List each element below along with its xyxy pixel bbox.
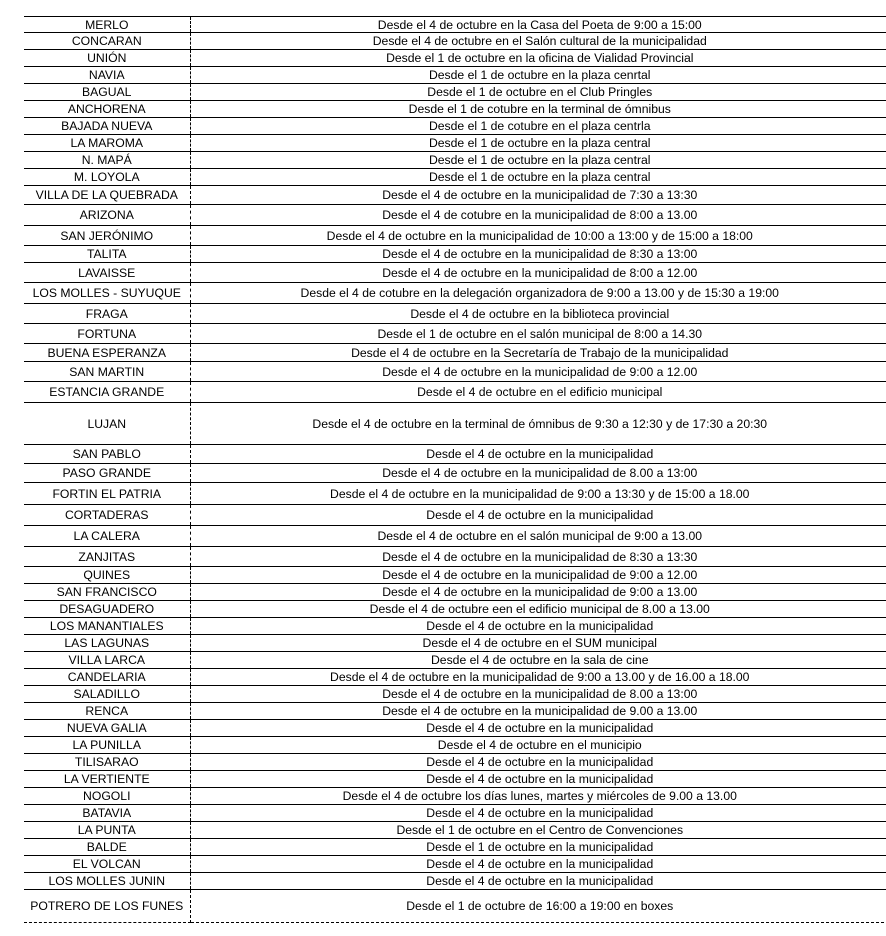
place-cell: M. LOYOLA — [24, 169, 190, 186]
place-cell: NUEVA GALIA — [24, 720, 190, 737]
schedule-cell: Desde el 4 de octubre en la terminal de ómnibus de 9:30 a 12:30 y de 17:30 a 20:30 — [190, 403, 886, 445]
place-cell: LUJAN — [24, 403, 190, 445]
schedule-cell: Desde el 4 de octubre en el edificio municipal — [190, 382, 886, 403]
place-cell: BAGUAL — [24, 84, 190, 101]
table-row — [24, 169, 886, 186]
table-row — [24, 263, 886, 283]
table-row — [24, 703, 886, 720]
table-row — [24, 152, 886, 169]
table-row — [24, 246, 886, 263]
place-cell: SAN PABLO — [24, 445, 190, 464]
schedule-cell: Desde el 1 de octubre en la plaza central — [190, 135, 886, 152]
schedule-cell: Desde el 4 de octubre en la municipalidad de 8:00 a 12.00 — [190, 263, 886, 283]
schedule-cell: Desde el 4 de octubre en la Secretaría de Trabajo de la municipalidad — [190, 344, 886, 362]
place-cell: FORTIN EL PATRIA — [24, 483, 190, 505]
place-cell: SAN JERÓNIMO — [24, 226, 190, 246]
table-row — [24, 635, 886, 652]
place-cell: CONCARAN — [24, 33, 190, 50]
place-cell: BAJADA NUEVA — [24, 118, 190, 135]
place-cell: LOS MOLLES - SUYUQUE — [24, 283, 190, 304]
table-row — [24, 547, 886, 567]
table-row — [24, 50, 886, 67]
schedule-cell: Desde el 1 de octubre en el Centro de Convenciones — [190, 822, 886, 839]
schedule-cell: Desde el 4 de octubre en la municipalidad de 9.00 a 13.00 — [190, 703, 886, 720]
table-row — [24, 505, 886, 526]
table-row — [24, 101, 886, 118]
place-cell: LAS LAGUNAS — [24, 635, 190, 652]
schedule-cell: Desde el 4 de octubre en la sala de cine — [190, 652, 886, 669]
place-cell: TALITA — [24, 246, 190, 263]
place-cell: RENCA — [24, 703, 190, 720]
place-cell: ESTANCIA GRANDE — [24, 382, 190, 403]
place-cell: LAVAISSE — [24, 263, 190, 283]
schedule-cell: Desde el 1 de octubre en la plaza cenrtal — [190, 67, 886, 84]
place-cell: SAN MARTIN — [24, 362, 190, 382]
table-row — [24, 754, 886, 771]
table-row — [24, 205, 886, 226]
place-cell: LOS MANANTIALES — [24, 618, 190, 635]
table-row — [24, 186, 886, 205]
place-cell: QUINES — [24, 567, 190, 584]
place-cell: NOGOLI — [24, 788, 190, 805]
table-row — [24, 839, 886, 856]
schedule-cell: Desde el 4 de octubre en la municipalidad de 9:00 a 13.00 y de 16.00 a 18.00 — [190, 669, 886, 686]
schedule-cell: Desde el 4 de octubre en el municipio — [190, 737, 886, 754]
table-row — [24, 686, 886, 703]
schedule-cell: Desde el 4 de octubre en la municipalidad — [190, 618, 886, 635]
schedule-cell: Desde el 4 de octubre en la municipalidad de 9:00 a 12.00 — [190, 362, 886, 382]
schedule-cell: Desde el 4 de octubre en la municipalidad — [190, 505, 886, 526]
table-row — [24, 33, 886, 50]
place-cell: ARIZONA — [24, 205, 190, 226]
schedule-cell: Desde el 4 de octubre en el salón municipal de 9:00 a 13.00 — [190, 526, 886, 547]
table-row — [24, 118, 886, 135]
schedule-cell: Desde el 1 de octubre en el Club Pringles — [190, 84, 886, 101]
place-cell: N. MAPÁ — [24, 152, 190, 169]
place-cell: VILLA DE LA QUEBRADA — [24, 186, 190, 205]
schedule-cell: Desde el 1 de octubre en el salón municipal de 8:00 a 14.30 — [190, 324, 886, 344]
table-row — [24, 584, 886, 601]
place-cell: LA PUNTA — [24, 822, 190, 839]
schedule-cell: Desde el 4 de octubre en la municipalidad — [190, 873, 886, 890]
schedule-cell: Desde el 4 de octubre en la municipalidad — [190, 805, 886, 822]
table-row — [24, 17, 886, 33]
place-cell: BUENA ESPERANZA — [24, 344, 190, 362]
schedule-cell: Desde el 4 de octubre en la municipalidad de 9:00 a 12.00 — [190, 567, 886, 584]
table-row — [24, 720, 886, 737]
schedule-table — [24, 16, 886, 923]
schedule-cell: Desde el 1 de cotubre en la terminal de ómnibus — [190, 101, 886, 118]
table-row — [24, 464, 886, 483]
schedule-cell: Desde el 1 de octubre en la plaza central — [190, 152, 886, 169]
place-cell: LA CALERA — [24, 526, 190, 547]
place-cell: LOS MOLLES JUNIN — [24, 873, 190, 890]
table-row — [24, 445, 886, 464]
schedule-cell: Desde el 4 de octubre een el edificio municipal de 8.00 a 13.00 — [190, 601, 886, 618]
table-row — [24, 226, 886, 246]
schedule-cell: Desde el 4 de octubre en la municipalidad de 8:30 a 13:30 — [190, 547, 886, 567]
place-cell: CANDELARIA — [24, 669, 190, 686]
place-cell: POTRERO DE LOS FUNES — [24, 890, 190, 923]
schedule-cell: Desde el 4 de octubre en la municipalidad de 9:00 a 13.00 — [190, 584, 886, 601]
place-cell: DESAGUADERO — [24, 601, 190, 618]
table-row — [24, 601, 886, 618]
place-cell: FRAGA — [24, 304, 190, 324]
schedule-cell: Desde el 1 de octubre en la oficina de Vialidad Provincial — [190, 50, 886, 67]
schedule-cell: Desde el 4 de octubre en la municipalidad — [190, 771, 886, 788]
table-row — [24, 652, 886, 669]
table-row — [24, 135, 886, 152]
table-row — [24, 362, 886, 382]
place-cell: SALADILLO — [24, 686, 190, 703]
schedule-cell: Desde el 4 de octubre en el Salón cultural de la municipalidad — [190, 33, 886, 50]
schedule-cell: Desde el 4 de cotubre en la municipalidad de 8:00 a 13.00 — [190, 205, 886, 226]
place-cell: LA MAROMA — [24, 135, 190, 152]
schedule-cell: Desde el 4 de octubre en la municipalidad de 7:30 a 13:30 — [190, 186, 886, 205]
place-cell: NAVIA — [24, 67, 190, 84]
schedule-cell: Desde el 4 de octubre en la municipalidad de 8.00 a 13:00 — [190, 686, 886, 703]
table-row — [24, 344, 886, 362]
schedule-cell: Desde el 4 de cotubre en la delegación organizadora de 9:00 a 13.00 y de 15:30 a 19:00 — [190, 283, 886, 304]
place-cell: ANCHORENA — [24, 101, 190, 118]
table-row — [24, 483, 886, 505]
table-row — [24, 669, 886, 686]
place-cell: UNIÓN — [24, 50, 190, 67]
schedule-cell: Desde el 4 de octubre en la municipalidad — [190, 754, 886, 771]
table-row — [24, 618, 886, 635]
table-row — [24, 771, 886, 788]
table-row — [24, 324, 886, 344]
schedule-cell: Desde el 4 de octubre los días lunes, martes y miércoles de 9.00 a 13.00 — [190, 788, 886, 805]
schedule-cell: Desde el 4 de octubre en la municipalidad de 9:00 a 13:30 y de 15:00 a 18.00 — [190, 483, 886, 505]
schedule-cell: Desde el 4 de octubre en la municipalidad de 10:00 a 13:00 y de 15:00 a 18:00 — [190, 226, 886, 246]
table-row — [24, 304, 886, 324]
place-cell: TILISARAO — [24, 754, 190, 771]
table-row — [24, 283, 886, 304]
place-cell: SAN FRANCISCO — [24, 584, 190, 601]
place-cell: ZANJITAS — [24, 547, 190, 567]
schedule-cell: Desde el 4 de octubre en la municipalidad — [190, 720, 886, 737]
table-row — [24, 382, 886, 403]
schedule-cell: Desde el 1 de octubre en la plaza central — [190, 169, 886, 186]
table-row — [24, 788, 886, 805]
schedule-table-body — [24, 17, 886, 923]
place-cell: BALDE — [24, 839, 190, 856]
schedule-cell: Desde el 4 de octubre en la municipalidad de 8:30 a 13:00 — [190, 246, 886, 263]
schedule-cell: Desde el 4 de octubre en el SUM municipal — [190, 635, 886, 652]
place-cell: LA PUNILLA — [24, 737, 190, 754]
place-cell: EL VOLCAN — [24, 856, 190, 873]
place-cell: VILLA LARCA — [24, 652, 190, 669]
table-row — [24, 67, 886, 84]
schedule-cell: Desde el 1 de octubre de 16:00 a 19:00 en boxes — [190, 890, 886, 923]
table-row — [24, 84, 886, 101]
place-cell: MERLO — [24, 17, 190, 33]
schedule-cell: Desde el 4 de octubre en la municipalidad — [190, 856, 886, 873]
table-row — [24, 526, 886, 547]
schedule-cell: Desde el 1 de octubre en la municipalidad — [190, 839, 886, 856]
schedule-cell: Desde el 4 de octubre en la biblioteca provincial — [190, 304, 886, 324]
table-row — [24, 805, 886, 822]
table-row — [24, 873, 886, 890]
table-row — [24, 403, 886, 445]
table-row — [24, 856, 886, 873]
place-cell: CORTADERAS — [24, 505, 190, 526]
schedule-cell: Desde el 1 de cotubre en el plaza centrla — [190, 118, 886, 135]
place-cell: BATAVIA — [24, 805, 190, 822]
table-row — [24, 890, 886, 923]
table-row — [24, 737, 886, 754]
schedule-cell: Desde el 4 de octubre en la municipalidad de 8.00 a 13:00 — [190, 464, 886, 483]
place-cell: FORTUNA — [24, 324, 190, 344]
schedule-cell: Desde el 4 de octubre en la Casa del Poeta de 9:00 a 15:00 — [190, 17, 886, 33]
table-row — [24, 567, 886, 584]
table-row — [24, 822, 886, 839]
place-cell: PASO GRANDE — [24, 464, 190, 483]
place-cell: LA VERTIENTE — [24, 771, 190, 788]
schedule-cell: Desde el 4 de octubre en la municipalidad — [190, 445, 886, 464]
